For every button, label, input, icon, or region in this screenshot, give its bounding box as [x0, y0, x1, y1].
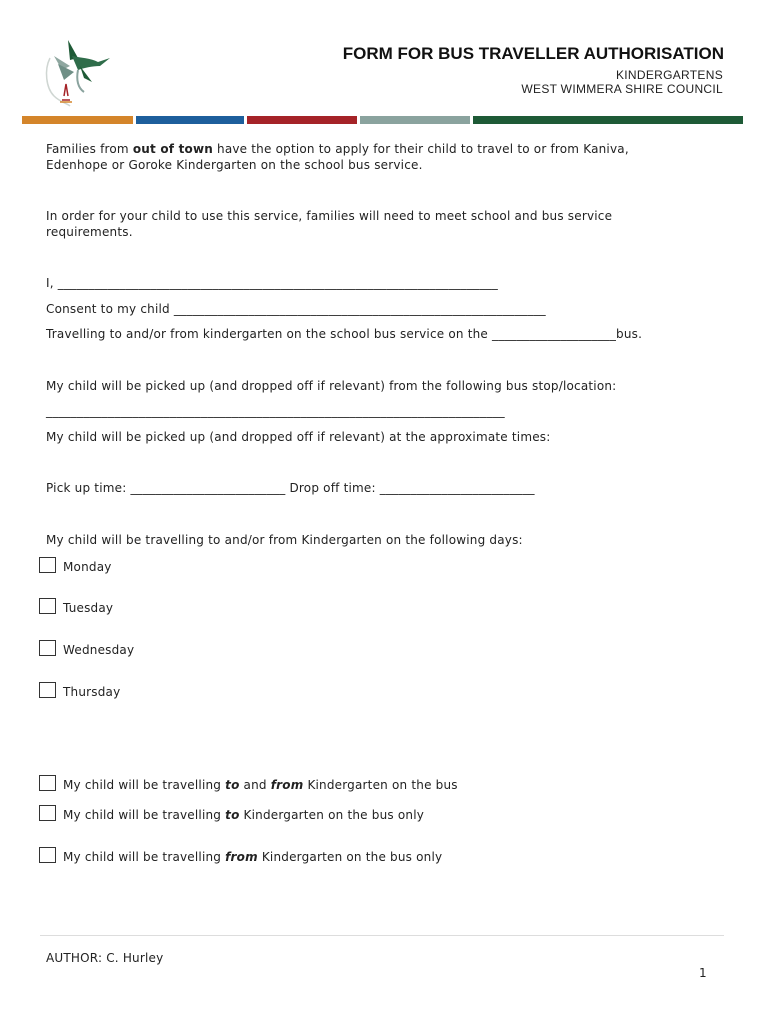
tuesday-label: Tuesday: [63, 601, 114, 615]
to-and-from-label: My child will be travelling to and from Kindergarten on the bus: [63, 778, 458, 792]
color-bar-blue: [136, 116, 244, 124]
requirements-paragraph-line2: requirements.: [46, 225, 133, 239]
monday-label: Monday: [63, 560, 112, 574]
to-and-from-checkbox[interactable]: [39, 775, 56, 791]
tuesday-checkbox[interactable]: [39, 598, 56, 614]
to-only-checkbox[interactable]: [39, 805, 56, 821]
subtitle-kindergartens: KINDERGARTENS: [615, 68, 723, 82]
color-bar-green: [473, 116, 743, 124]
footer-divider: [40, 935, 724, 936]
subtitle-council: WEST WIMMERA SHIRE COUNCIL: [521, 82, 723, 96]
wednesday-checkbox[interactable]: [39, 640, 56, 656]
bus-stop-field[interactable]: __________________________________________________________________________: [46, 404, 505, 418]
color-bar-divider: [22, 116, 743, 124]
child-name-field[interactable]: Consent to my child ____________________________________________________________: [46, 302, 546, 316]
pickup-dropoff-times-field[interactable]: Pick up time: _________________________ Drop off time: _________________________: [46, 481, 535, 495]
intro-paragraph-line2: Edenhope or Goroke Kindergarten on the school bus service.: [46, 158, 423, 172]
parent-name-field[interactable]: I, _______________________________________________________________________: [46, 276, 498, 290]
days-label: My child will be travelling to and/or from Kindergarten on the following days:: [46, 533, 523, 547]
color-bar-orange: [22, 116, 133, 124]
color-bar-red: [247, 116, 357, 124]
color-bar-grey-green: [360, 116, 470, 124]
thursday-label: Thursday: [63, 685, 121, 699]
author-text: AUTHOR: C. Hurley: [46, 951, 164, 965]
to-only-label: My child will be travelling to Kindergarten on the bus only: [63, 808, 425, 822]
thursday-checkbox[interactable]: [39, 682, 56, 698]
monday-checkbox[interactable]: [39, 557, 56, 573]
requirements-paragraph-line1: In order for your child to use this service, families will need to meet school and bus service: [46, 209, 613, 223]
times-label: My child will be picked up (and dropped off if relevant) at the approximate times:: [46, 430, 551, 444]
from-only-label: My child will be travelling from Kindergarten on the bus only: [63, 850, 443, 864]
heron-bird-logo-icon: [40, 36, 120, 112]
from-only-checkbox[interactable]: [39, 847, 56, 863]
bus-route-field[interactable]: Travelling to and/or from kindergarten on the school bus service on the ____________________bus.: [46, 327, 643, 341]
bus-stop-label: My child will be picked up (and dropped off if relevant) from the following bus stop/location:: [46, 379, 617, 393]
wednesday-label: Wednesday: [63, 643, 135, 657]
intro-paragraph-line1: Families from out of town have the option to apply for their child to travel to or from Kaniva,: [46, 142, 629, 156]
form-title: FORM FOR BUS TRAVELLER AUTHORISATION: [342, 44, 724, 63]
page-number: 1: [699, 966, 707, 980]
